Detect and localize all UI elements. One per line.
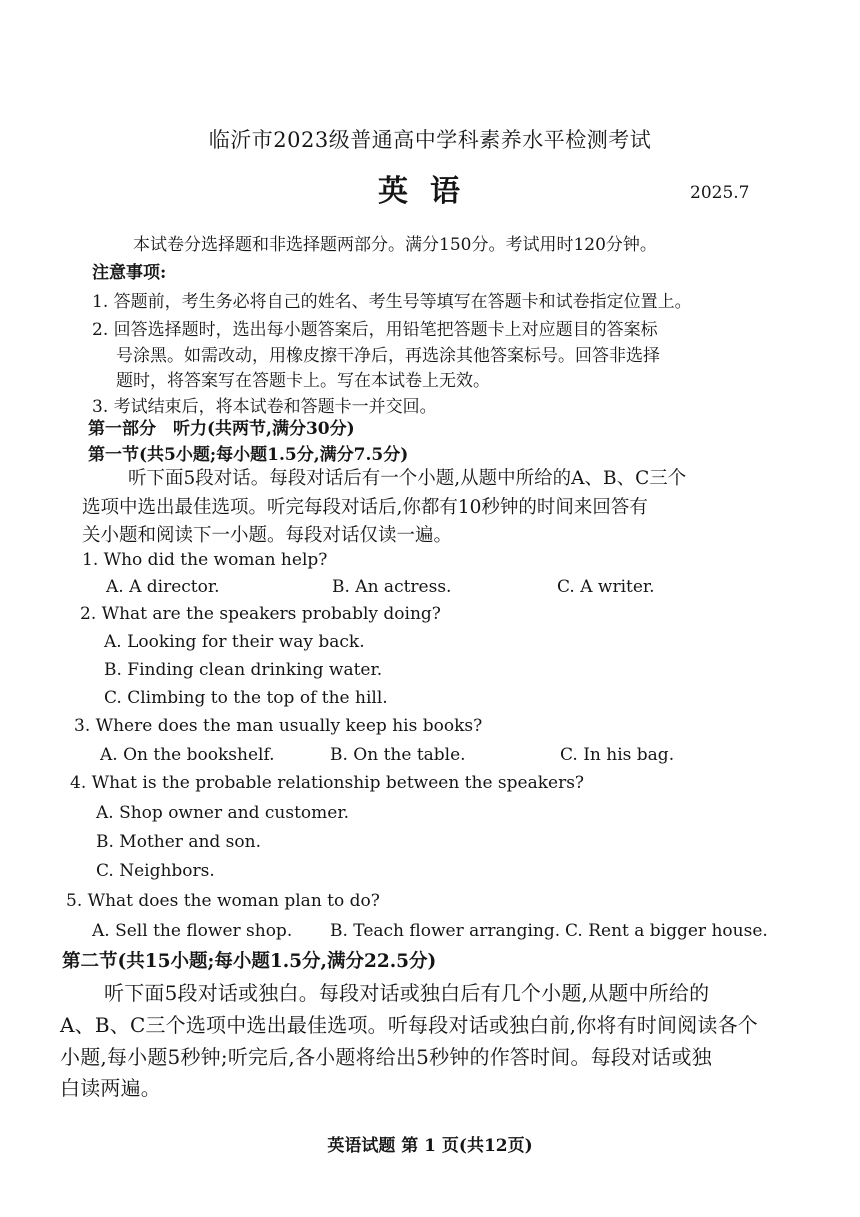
option: C. Rent a bigger house.: [565, 921, 768, 941]
question-stem: 4. What is the probable relationship between the speakers?: [70, 773, 585, 793]
option: B. Mother and son.: [96, 832, 261, 852]
option: B. Finding clean drinking water.: [104, 660, 383, 680]
option: A. A director.: [106, 577, 220, 597]
question-stem: 5. What does the woman plan to do?: [66, 891, 380, 911]
part1-heading: 第一部分 听力(共两节,满分30分): [88, 419, 355, 439]
page-footer: 英语试题 第 1 页(共12页): [327, 1136, 533, 1156]
note-line: 2. 回答选择题时，选出每小题答案后，用铅笔把答题卡上对应题目的答案标: [92, 320, 658, 340]
option: A. On the bookshelf.: [100, 745, 275, 765]
option: A. Sell the flower shop.: [92, 921, 293, 941]
option: A. Looking for their way back.: [104, 632, 365, 652]
subject-title: 英语: [378, 174, 482, 209]
note-line: 号涂黑。如需改动，用橡皮擦干净后，再选涂其他答案标号。回答非选择: [116, 346, 660, 366]
exam-date: 2025.7: [690, 183, 750, 203]
option: B. Teach flower arranging.: [330, 921, 561, 941]
section2-instruction: 小题,每小题5秒钟;听完后,各小题将给出5秒钟的作答时间。每段对话或独: [60, 1045, 712, 1069]
section2-instruction: 白读两遍。: [60, 1076, 161, 1100]
section1-instruction: 选项中选出最佳选项。听完每段对话后,你都有10秒钟的时间来回答有: [82, 497, 648, 518]
section2-heading: 第二节(共15小题;每小题1.5分,满分22.5分): [62, 951, 437, 972]
option: B. On the table.: [330, 745, 466, 765]
option: C. In his bag.: [560, 745, 675, 765]
option: C. A writer.: [557, 577, 655, 597]
section1-instruction: 听下面5段对话。每段对话后有一个小题,从题中所给的A、B、C三个: [128, 468, 687, 489]
question-stem: 3. Where does the man usually keep his books?: [74, 716, 483, 736]
exam-title: 临沂市2023级普通高中学科素养水平检测考试: [208, 128, 652, 152]
note-line: 3. 考试结束后，将本试卷和答题卡一并交回。: [92, 397, 437, 417]
section1-heading: 第一节(共5小题;每小题1.5分,满分7.5分): [88, 445, 409, 465]
section2-instruction: A、B、C三个选项中选出最佳选项。听每段对话或独白前,你将有时间阅读各个: [60, 1013, 759, 1037]
section1-instruction: 关小题和阅读下一小题。每段对话仅读一遍。: [82, 525, 453, 546]
question-stem: 2. What are the speakers probably doing?: [80, 604, 441, 624]
note-line: 1. 答题前，考生务必将自己的姓名、考生号等填写在答题卡和试卷指定位置上。: [92, 292, 692, 312]
option: A. Shop owner and customer.: [96, 803, 349, 823]
option: B. An actress.: [332, 577, 452, 597]
note-line: 题时，将答案写在答题卡上。写在本试卷上无效。: [116, 371, 490, 391]
option: C. Climbing to the top of the hill.: [104, 688, 388, 708]
option: C. Neighbors.: [96, 861, 215, 881]
question-stem: 1. Who did the woman help?: [82, 550, 328, 570]
intro-text: 本试卷分选择题和非选择题两部分。满分150分。考试用时120分钟。: [133, 235, 657, 255]
section2-instruction: 听下面5段对话或独白。每段对话或独白后有几个小题,从题中所给的: [104, 981, 710, 1005]
notes-heading: 注意事项:: [92, 263, 167, 283]
